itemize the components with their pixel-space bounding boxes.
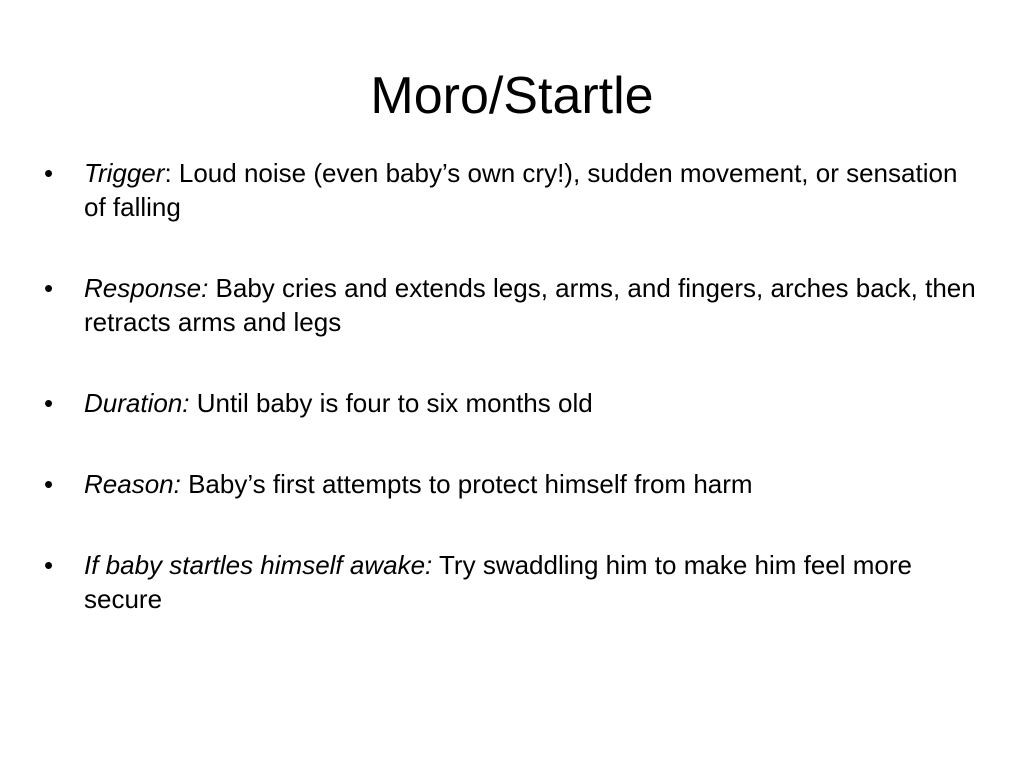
bullet-trigger xyxy=(44,156,984,224)
bullet-text: Baby cries and extends legs, arms, and fingers, arches back, then retracts arms and legs xyxy=(84,273,976,337)
bullet-swaddling-tip xyxy=(44,548,984,616)
bullet-text: Try swaddling him to make him feel more secure xyxy=(84,550,912,614)
bullet-response xyxy=(44,271,984,339)
bullet-marker: • xyxy=(44,158,54,188)
bullet-text: Until baby is four to six months old xyxy=(189,388,593,418)
bullet-term: Trigger xyxy=(84,158,165,188)
bullet-reason xyxy=(44,467,984,501)
bullet-text: : Loud noise (even baby’s own cry!), sudden movement, or sensation of falling xyxy=(84,158,958,222)
bullet-text: Baby’s first attempts to protect himself from harm xyxy=(180,469,753,499)
bullet-marker: • xyxy=(44,388,54,418)
bullet-term: Reason: xyxy=(84,469,181,499)
bullet-marker: • xyxy=(44,273,54,303)
bullet-marker: • xyxy=(44,469,54,499)
bullet-term: Response: xyxy=(84,273,209,303)
bullet-duration xyxy=(44,386,984,420)
bullet-term: Duration: xyxy=(84,388,190,418)
slide-title: Moro/Startle xyxy=(370,67,654,125)
bullet-list xyxy=(44,156,984,616)
bullet-marker: • xyxy=(44,550,54,580)
bullet-term: If baby startles himself awake: xyxy=(84,550,433,580)
